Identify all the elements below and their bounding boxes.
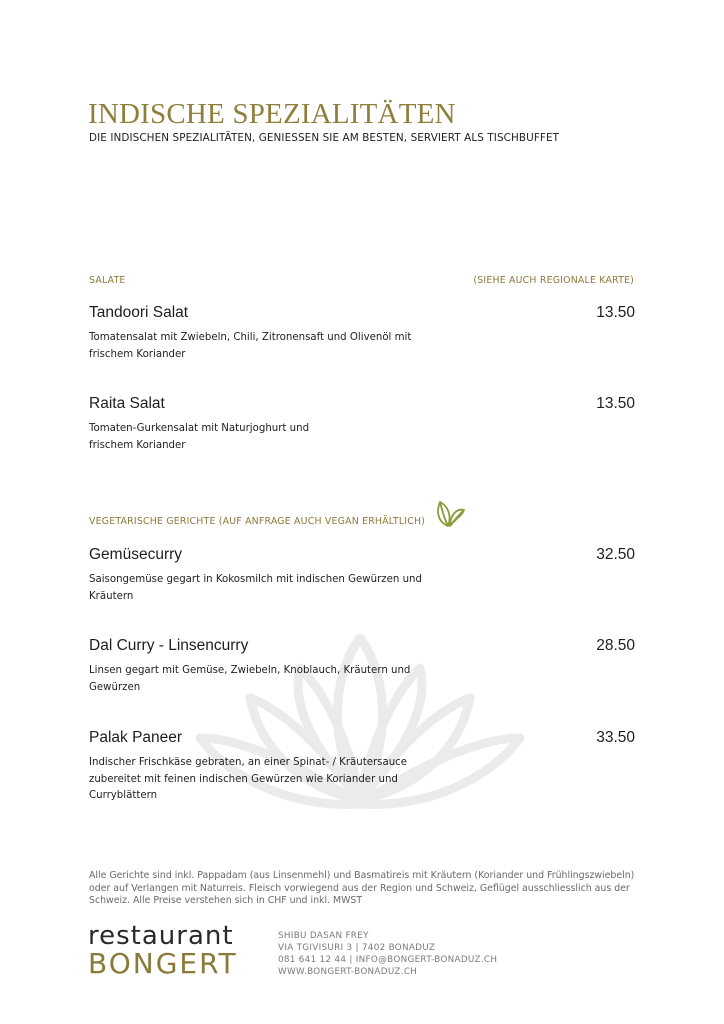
dish-name: Tandoori Salat <box>89 304 189 321</box>
footnote-line: Alle Gerichte sind inkl. Pappadam (aus Linsenmehl) und Basmatireis mit Kräutern (Koriander und Frühlingszwiebeln) <box>89 870 635 881</box>
dish-name: Dal Curry - Linsencurry <box>89 637 249 654</box>
dish-description <box>89 663 429 696</box>
dish-price: 13.50 <box>596 395 635 412</box>
desc-line: frischem Koriander <box>89 439 186 451</box>
footnote-line: Schweiz. Alle Preise verstehen sich in CHF und inkl. MWST <box>89 895 363 906</box>
dish-price: 33.50 <box>596 729 635 746</box>
section-label-vegetarian: VEGETARISCHE GERICHTE (AUF ANFRAGE AUCH VEGAN ERHÄLTLICH) <box>89 516 426 527</box>
contact-owner: SHIBU DASAN FREY <box>278 931 369 941</box>
contact-website: WWW.BONGERT-BONADUZ.CH <box>278 967 418 977</box>
desc-line: Linsen gegart mit Gemüse, Zwiebeln, Knoblauch, Kräutern und <box>89 665 411 676</box>
desc-line: zubereitet mit feinen indischen Gewürzen wie Koriander und <box>89 773 398 785</box>
section-label-salads: SALATE <box>89 275 126 286</box>
desc-line: Saisongemüse gegart in Kokosmilch mit indischen Gewürzen und <box>89 574 422 585</box>
dish-name: Gemüsecurry <box>89 546 183 563</box>
desc-line: Indischer Frischkäse gebraten, an einer Spinat- / Kräutersauce <box>89 757 408 768</box>
menu-item-palak-paneer <box>89 729 635 805</box>
dish-price: 32.50 <box>596 546 635 563</box>
dish-price: 13.50 <box>596 304 635 321</box>
dish-name: Raita Salat <box>89 395 165 412</box>
desc-line: frischem Koriander <box>89 348 186 360</box>
dish-name: Palak Paneer <box>89 729 183 746</box>
dish-description <box>89 572 429 605</box>
section-note-salads: (SIEHE AUCH REGIONALE KARTE) <box>473 275 634 286</box>
desc-line: Curryblättern <box>89 790 158 801</box>
dish-description <box>89 330 429 363</box>
menu-item-raita-salat <box>89 395 635 454</box>
brand-logo-restaurant: restaurant <box>88 921 234 951</box>
menu-item-dal-curry <box>89 637 635 696</box>
desc-line: Tomaten-Gurkensalat mit Naturjoghurt und <box>89 423 310 434</box>
menu-item-tandoori-salat <box>89 304 635 363</box>
contact-info <box>278 930 497 978</box>
dish-description <box>89 755 429 805</box>
contact-phone-email: 081 641 12 44 | INFO@BONGERT-BONADUZ.CH <box>278 955 498 965</box>
dish-price: 28.50 <box>596 637 635 654</box>
dish-description <box>89 421 429 454</box>
leaf-icon <box>434 498 466 528</box>
desc-line: Gewürzen <box>89 681 141 693</box>
desc-line: Tomatensalat mit Zwiebeln, Chili, Zitronensaft und Olivenöl mit <box>89 332 412 343</box>
footnote-line: oder auf Verlangen mit Naturreis. Fleisch vorwiegend aus der Region und Schweiz, Geflügel ausschliesslich aus der <box>89 882 630 894</box>
brand-logo-bongert: BONGERT <box>88 947 238 980</box>
page-subtitle: DIE INDISCHEN SPEZIALITÄTEN, GENIESSEN SIE AM BESTEN, SERVIERT ALS TISCHBUFFET <box>89 132 560 144</box>
desc-line: Kräutern <box>89 590 134 602</box>
contact-address: VIA TGIVISURI 3 | 7402 BONADUZ <box>278 943 436 953</box>
menu-item-gemuesecurry <box>89 546 635 605</box>
page-title: INDISCHE SPEZIALITÄTEN <box>88 98 456 130</box>
footnote <box>89 870 659 908</box>
